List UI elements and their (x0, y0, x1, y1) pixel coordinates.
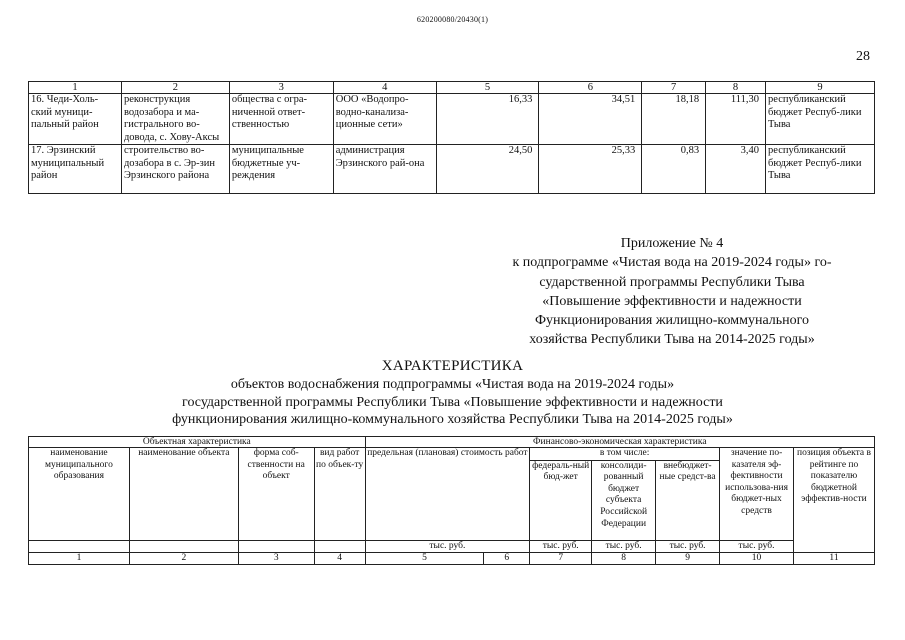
budget-cell: республиканский бюджет Респуб-лики Тыва (766, 145, 875, 194)
column-number: 3 (229, 82, 333, 94)
appendix-line: Функционирования жилищно-коммунального (534, 313, 810, 329)
table-row (29, 145, 875, 194)
unit-consolidated: тыс. руб. (592, 540, 656, 553)
page-number: 28 (856, 49, 870, 64)
appendix-line: хозяйства Республики Тыва на 2014-2025 годы» (529, 332, 815, 348)
value-cell: 34,51 (539, 94, 642, 145)
column-number: 5 (365, 553, 484, 565)
col-ownership: форма соб-ственности на объект (238, 448, 314, 541)
column-number: 9 (766, 82, 875, 94)
column-number: 8 (706, 82, 766, 94)
col-indicator: значение по-казателя эф-фективности использова-ния бюджет-ных средств (720, 448, 794, 541)
operator-cell: ООО «Водопро-водно-канализа-ционные сети» (333, 94, 436, 145)
column-number: 6 (484, 553, 530, 565)
region-cell: 17. Эрзинский муниципальный район (29, 145, 122, 194)
value-cell: 3,40 (706, 145, 766, 194)
value-cell: 18,18 (642, 94, 706, 145)
value-cell: 111,30 (706, 94, 766, 145)
col-federal: федераль-ный бюд-жет (530, 460, 592, 540)
column-number: 7 (642, 82, 706, 94)
group-finance-header: Финансово-экономическая характеристика (365, 437, 874, 448)
group-header-row (29, 437, 875, 448)
column-number-row (29, 82, 875, 94)
unit-federal: тыс. руб. (530, 540, 592, 553)
object-cell: реконструкция водозабора и ма-гистрального во-довода, с. Хову-Аксы (121, 94, 229, 145)
col-works: вид работ по объек-ту (314, 448, 365, 541)
col-including: в том числе: (530, 448, 720, 461)
appendix-line: Приложение № 4 (620, 236, 724, 251)
column-number: 6 (539, 82, 642, 94)
heading-line: государственной программы Республики Тыва «Повышение эффективности и надежности (182, 394, 723, 410)
column-number: 3 (238, 553, 314, 565)
ownership-cell: муниципальные бюджетные уч-реждения (229, 145, 333, 194)
col-object: наименование объекта (129, 448, 238, 541)
col-offbudget: внебюджет-ные средст-ва (656, 460, 720, 540)
heading-title: ХАРАКТЕРИСТИКА (381, 358, 524, 374)
col-rating: позиция объекта в рейтинге по показателю бюджетной эффектив-ности (794, 448, 875, 553)
appendix-line: сударственной программы Республики Тыва (539, 274, 805, 290)
column-number: 9 (656, 553, 720, 565)
section-heading (0, 358, 905, 429)
column-number: 8 (592, 553, 656, 565)
col-consolidated: консолиди-рованный бюджет субъекта Российской Федерации (592, 460, 656, 540)
column-number-row (29, 553, 875, 565)
column-number: 2 (129, 553, 238, 565)
object-cell: строительство во-дозабора в с. Эр-зин Эрзинского района (121, 145, 229, 194)
column-number: 11 (794, 553, 875, 565)
header-row (29, 448, 875, 461)
unit-offbudget: тыс. руб. (656, 540, 720, 553)
column-number: 4 (333, 82, 436, 94)
column-number: 4 (314, 553, 365, 565)
col-cost: предельная (плановая) стоимость работ (365, 448, 530, 541)
document-id: 620200080/20430(1) (416, 15, 489, 24)
budget-cell: республиканский бюджет Респуб-лики Тыва (766, 94, 875, 145)
column-number: 5 (436, 82, 539, 94)
group-object-header: Объектная характеристика (29, 437, 366, 448)
column-number: 2 (121, 82, 229, 94)
appendix-line: «Повышение эффективности и надежности (542, 293, 802, 309)
column-number: 1 (29, 553, 130, 565)
characteristics-table (28, 436, 875, 565)
value-cell: 0,83 (642, 145, 706, 194)
operator-cell: администрация Эрзинского рай-она (333, 145, 436, 194)
appendix-line: к подпрограмме «Чистая вода на 2019-2024 годы» го- (512, 255, 832, 271)
heading-line: объектов водоснабжения подпрограммы «Чистая вода на 2019-2024 годы» (230, 376, 675, 392)
unit-empty (29, 540, 130, 553)
appendix-note (470, 234, 874, 350)
unit-empty (314, 540, 365, 553)
value-cell: 16,33 (436, 94, 539, 145)
value-cell: 25,33 (539, 145, 642, 194)
column-number: 7 (530, 553, 592, 565)
unit-empty (129, 540, 238, 553)
col-region: наименование муниципального образования (29, 448, 130, 541)
table-row (29, 94, 875, 145)
unit-empty (238, 540, 314, 553)
objects-table-continued (28, 81, 875, 194)
heading-line: функционирования жилищно-коммунального хозяйства Республики Тыва на 2014-2025 годы» (172, 412, 733, 428)
unit-cost: тыс. руб. (365, 540, 530, 553)
unit-indicator: тыс. руб. (720, 540, 794, 553)
unit-row (29, 540, 875, 553)
value-cell: 24,50 (436, 145, 539, 194)
column-number: 10 (720, 553, 794, 565)
ownership-cell: общества с огра-ниченной ответ-ственностью (229, 94, 333, 145)
region-cell: 16. Чеди-Холь-ский муници-пальный район (29, 94, 122, 145)
column-number: 1 (29, 82, 122, 94)
